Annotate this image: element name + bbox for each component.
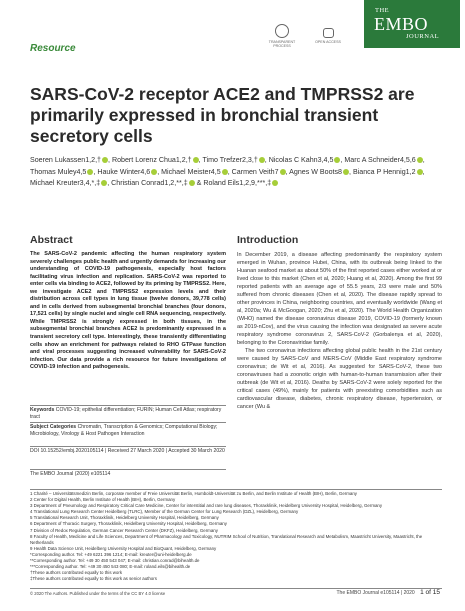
article-title: SARS-CoV-2 receptor ACE2 and TMPRSS2 are primarily expressed in bronchial transient secretory cells bbox=[30, 84, 415, 146]
author-separator: , bbox=[93, 167, 98, 176]
orcid-icon[interactable] bbox=[272, 180, 278, 186]
abstract-heading: Abstract bbox=[30, 234, 73, 246]
author-name: Christian Conrad1,2,**,‡ bbox=[111, 179, 188, 188]
footnote-line: 6 Department of Thoracic Surgery, Thoraxklinik, Heidelberg University Hospital, Heidelberg, Germany bbox=[30, 521, 227, 527]
footnote-line: **Corresponding author. Tel: +49 30 450 543 047; E-mail: christian.conrad@bihealth.de bbox=[30, 558, 200, 564]
author-separator: & bbox=[194, 179, 204, 188]
logo-the: THE bbox=[375, 7, 390, 14]
author-separator: , bbox=[285, 167, 290, 176]
abstract-text: The SARS-CoV-2 pandemic affecting the human respiratory system severely challenges public health and urgently demands for increasing our understanding of COVID-19 pathogenesis, especially host factors facilitating virus infection and replication. SARS-CoV-2 was reported to enter cells via binding to ACE2, followed by its priming by TMPRSS2. Here, we investigate ACE2 and TMPRSS2 expression levels and their distribution across cell types in lung tissue (twelve donors, 39,778 cells) and in cells derived from subsegmental bronchial branches (four donors, 17,521 cells) by single nuclei and single cell RNA sequencing, respectively. While TMPRSS2 is strongly expressed in both tissues, in the subsegmental bronchial branches ACE2 is predominantly expressed in a transient secretory cell type. Interestingly, these transiently differentiating cells show an enrichment for pathways related to RHO GTPase function and viral processes suggesting increased vulnerability for SARS-CoV-2 infection. Our data provide a rich resource for future investigations of COVID-19 infection and pathogenesis. bbox=[30, 251, 226, 371]
open-access-badge[interactable] bbox=[311, 24, 345, 48]
author-separator: , bbox=[107, 179, 112, 188]
keywords-label: Keywords bbox=[30, 407, 55, 413]
footnote-line: 1 Charité – Universitätsmedizin Berlin, corporate member of Freie Universität Berlin, Humboldt-Universität zu Berlin, and Berlin Institute of Health (BIH), Berlin, Germany bbox=[30, 491, 357, 496]
subjects-divider bbox=[30, 446, 226, 447]
author-name: Hauke Winter4,6 bbox=[97, 167, 151, 176]
journal-logo bbox=[364, 0, 460, 48]
author-separator: , bbox=[348, 167, 353, 176]
subjects-value: Chromatin, Transcription & Genomics; Computational Biology; Microbiology, Virology & Host Pathogen Interaction bbox=[30, 424, 218, 437]
introduction-heading: Introduction bbox=[237, 234, 299, 246]
transparent-process-caption: TRANSPARENT PROCESS bbox=[268, 40, 296, 48]
author-separator: , bbox=[264, 156, 269, 164]
author-name: Carmen Veith7 bbox=[231, 167, 279, 176]
footnote-line: 2 Center for Digital Health, Berlin Institute of Health (BIH), Berlin, Germany bbox=[30, 497, 176, 503]
citation-line: The EMBO Journal (2020) e105114 bbox=[30, 471, 111, 477]
author-name: Nicolas C Kahn3,4,5 bbox=[268, 156, 334, 164]
affiliation-footnotes bbox=[30, 491, 442, 582]
author-name: Robert Lorenz Chua1,2,† bbox=[111, 156, 192, 164]
footnote-line: 8 Faculty of Health, Medicine and Life Sciences, Department of Pharmacology and Toxicology, NUTRIM School of Nutrition, Translational Research and Metabolism, Maastricht University, Maastricht, the Netherlands bbox=[30, 533, 423, 545]
footnote-line: *Corresponding author. Tel: +49 6221 396 1214; E-mail: kreuter@uni-heidelberg.de bbox=[30, 551, 192, 557]
footnote-line: ‡These authors contributed equally to this work as senior authors bbox=[30, 576, 157, 582]
open-access-caption: OPEN ACCESS bbox=[315, 40, 341, 44]
keywords-divider bbox=[30, 422, 226, 423]
intro-paragraph-2: The two coronavirus infections affecting global public health in the 21st century were caused by SARS-CoV and MERS-CoV (Middle East respiratory syndrome coronavirus; de Wit et al, 2016). As suggested for SARS-CoV-2, these two coronaviruses had a zoonotic origin with human-to-human transmission after their outbreak (de Wit et al, 2016). Deaths by SARS-CoV-2 were solely reported for the critical cases (49%), mainly for patients with preexisting comorbidities such as cardiovascular disease, diabetes, chronic respiratory disease, hypertension, or cancer (Wu & bbox=[237, 348, 442, 411]
intro-paragraph-1: In December 2019, a disease affecting predominantly the respiratory system emerged in Wuhan, province Hubei, China, with its outbreak being linked to the Huanan seafood market as about 50% of the first reported cases either worked at or lived close to this market (Chen et al, 2020; Huang et al, 2020). Among the first 99 reported patients with an average age of 55.5 years, 2/3 were male and 50% suffered from chronic diseases (Chen et al, 2020). The disease rapidly spread to other provinces in China, neighboring countries, and eventually worldwide (Wang et al, 2020a; Wu & McGoogan, 2020; Zhu et al, 2020). The World Health Organization (WHO) named the disease coronavirus disease 2019, COVID-19 (formerly known as 2019-nCov), and the virus causing the infection was designated as severe acute respiratory syndrome coronavirus 2, SARS-CoV-2 (Gorbalenya et al, 2020), belonging to the Coronaviridae family. bbox=[237, 252, 442, 347]
author-name: Bianca P Hennig1,2 bbox=[352, 167, 416, 176]
page-number: 1 of 15 bbox=[420, 589, 440, 596]
author-separator: , bbox=[422, 156, 425, 164]
article-badges bbox=[265, 24, 345, 48]
section-label: Resource bbox=[30, 43, 76, 54]
footer-article-id: e105114 bbox=[380, 590, 400, 596]
transparent-process-badge[interactable] bbox=[265, 24, 299, 48]
footnote-line: 7 Division of Redox Regulation, German Cancer Research Center (DKFZ), Heidelberg, Germany bbox=[30, 527, 218, 533]
doi-divider bbox=[30, 469, 226, 470]
footnote-line: 4 Translational Lung Research Center Heidelberg (TLRC), Member of the German Center for Lung Research (DZL), Heidelberg, Germany bbox=[30, 509, 299, 515]
footnote-line: †These authors contributed equally to this work bbox=[30, 570, 123, 576]
author-name: Thomas Muley4,5 bbox=[30, 167, 87, 176]
page-footer: The EMBO Journal e105114 | 2020 1 of 15 bbox=[336, 589, 440, 596]
keywords-value: COVID-19; epithelial differentiation; FURIN; Human Cell Atlas; respiratory tract bbox=[30, 407, 222, 420]
author-name: Marc A Schneider4,5,6 bbox=[344, 156, 416, 164]
doi-line: DOI 10.15252/embj.2020105114 | Received 27 March 2020 | Accepted 30 March 2020 bbox=[30, 448, 225, 454]
author-name: Timo Trefzer2,3,† bbox=[202, 156, 258, 164]
footnote-divider bbox=[30, 489, 442, 490]
footnote-line: 3 Department of Pneumology and Respiratory Critical Care Medicine, Center for interstitial and rare lung diseases, Thoraxklinik, Heidelberg University Hospital, Heidelberg, Germany bbox=[30, 503, 383, 509]
footer-journal: The EMBO Journal bbox=[336, 590, 380, 596]
author-separator: , bbox=[227, 167, 232, 176]
subjects-label: Subject Categories bbox=[30, 424, 77, 430]
author-name: Michael Kreuter3,4,*,‡ bbox=[30, 179, 101, 188]
author-name: Roland Eils1,2,9,***,‡ bbox=[203, 179, 272, 188]
footnote-line: ***Corresponding author. Tel: +49 30 450 543 080; E-mail: roland.eils@bihealth.de bbox=[30, 564, 191, 570]
footnote-line: 9 Health Data Science Unit, Heidelberg University Hospital and BioQuant, Heidelberg, Germany bbox=[30, 545, 217, 551]
author-name: Soeren Lukassen1,2,† bbox=[30, 156, 101, 164]
author-list bbox=[30, 155, 440, 190]
author-separator: , bbox=[422, 167, 425, 176]
author-name: Michael Meister4,5 bbox=[161, 167, 221, 176]
introduction-text bbox=[237, 251, 442, 411]
logo-embo: EMBO bbox=[374, 14, 429, 34]
author-separator: , bbox=[108, 156, 112, 164]
subject-categories bbox=[30, 424, 226, 438]
author-separator: , bbox=[198, 156, 203, 164]
abstract-divider bbox=[30, 405, 226, 406]
author-separator: , bbox=[157, 167, 162, 176]
author-separator: , bbox=[340, 156, 345, 164]
license-notice: © 2020 The Authors. Published under the terms of the CC BY 4.0 license bbox=[30, 591, 166, 596]
keywords bbox=[30, 407, 226, 421]
logo-journal: JOURNAL bbox=[406, 33, 440, 40]
footer-year: 2020 bbox=[403, 590, 415, 596]
open-lock-icon bbox=[323, 28, 334, 38]
footnote-line: 5 Translational Research Unit, Thoraxklinik, Heidelberg University Hospital, Heidelberg, Germany bbox=[30, 515, 219, 521]
transparent-process-icon bbox=[275, 24, 289, 38]
author-name: Agnes W Boots8 bbox=[289, 167, 342, 176]
